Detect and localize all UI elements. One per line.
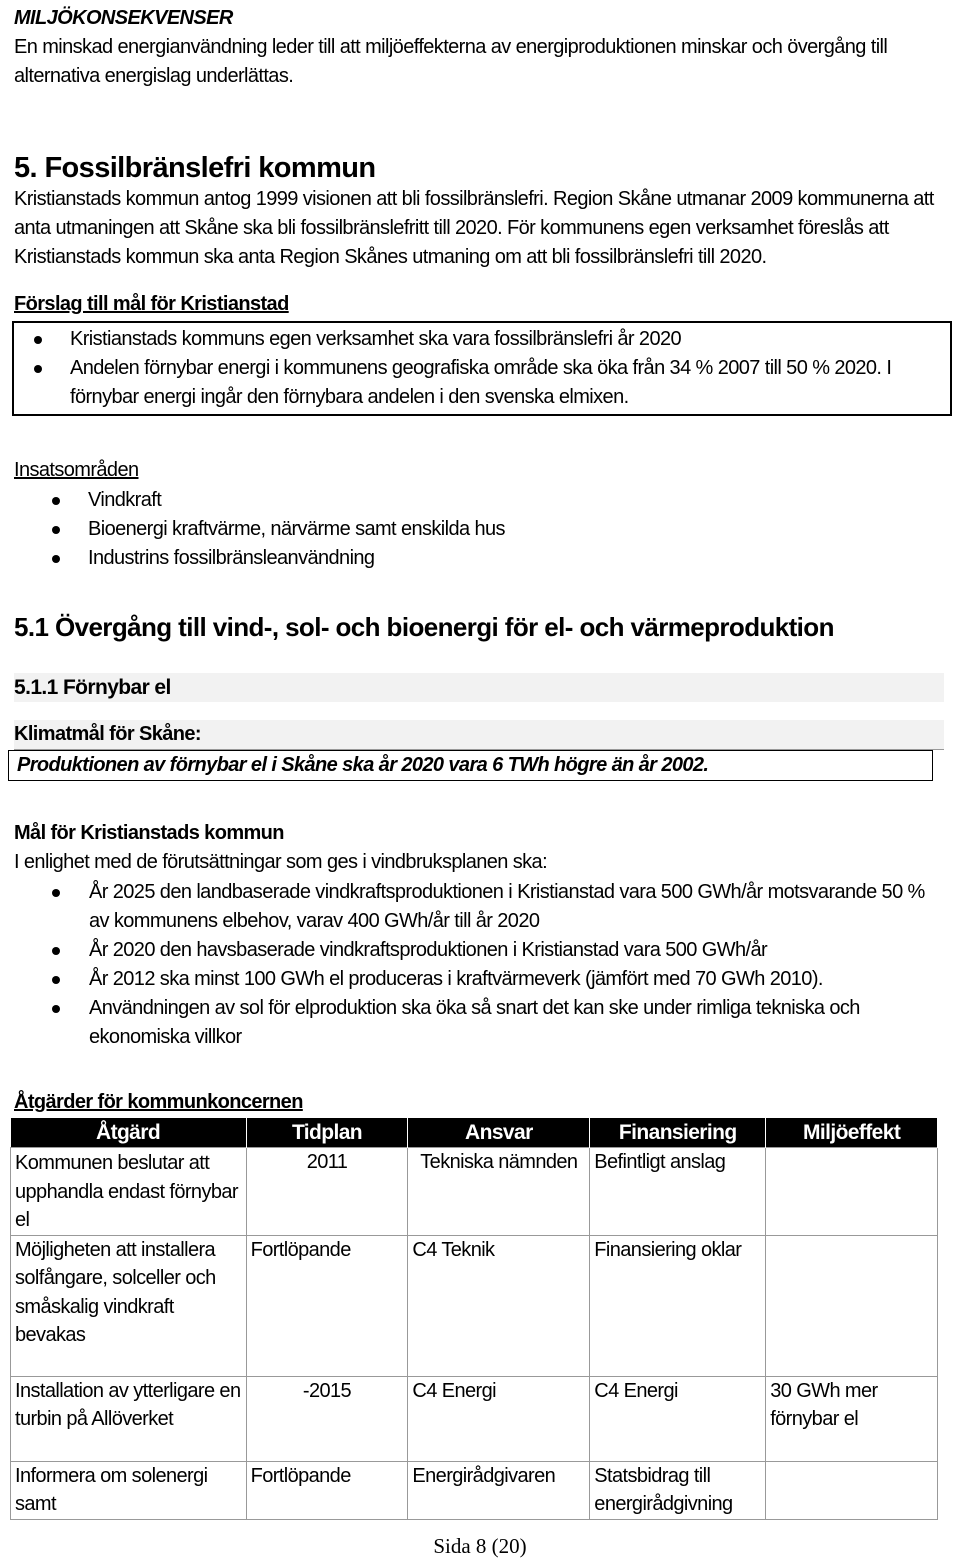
table-cell: Fortlöpande — [246, 1235, 408, 1376]
list-item: År 2020 den havsbaserade vindkraftsproduktionen i Kristianstad vara 500 GWh/år — [14, 936, 944, 965]
list-item: Vindkraft — [14, 486, 944, 515]
areas-list — [14, 486, 944, 573]
table-cell: 30 GWh mer förnybar el — [766, 1376, 938, 1461]
table-row — [11, 1461, 938, 1519]
table-cell: Energirådgivaren — [408, 1461, 590, 1519]
env-text: En minskad energianvändning leder till att miljöeffekterna av energiproduktionen minskar och övergång till alternativa energislag underlättas. — [14, 36, 888, 87]
table-row — [11, 1235, 938, 1376]
table-cell: Installation av ytterligare en turbin på Allöverket — [11, 1376, 247, 1461]
list-item: Andelen förnybar energi i kommunens geografiska område ska öka från 34 % 2007 till 50 % 2020. I förnybar energi ingår den förnybara andelen i den svenska elmixen. — [14, 354, 950, 412]
table-cell: -2015 — [246, 1376, 408, 1461]
header-cell-ansvar: Ansvar — [408, 1118, 590, 1148]
table-cell — [766, 1148, 938, 1236]
list-item: Bioenergi kraftvärme, närvärme samt enskilda hus — [14, 515, 944, 544]
areas-heading: Insatsområden — [14, 459, 139, 481]
climate-goal-text: Produktionen av förnybar el i Skåne ska år 2020 vara 6 TWh högre än år 2002. — [17, 754, 709, 776]
page-footer: Sida 8 (20) — [433, 1534, 527, 1558]
list-item: Användningen av sol för elproduktion ska öka så snart det kan ske under rimliga tekniska och ekonomiska villkor — [14, 994, 944, 1052]
table-cell: C4 Teknik — [408, 1235, 590, 1376]
table-cell: C4 Energi — [590, 1376, 766, 1461]
table-cell: Statsbidrag till energirådgivning — [590, 1461, 766, 1519]
goal-list — [14, 878, 944, 1052]
goal-heading: Mål för Kristianstads kommun — [14, 822, 284, 844]
proposal-box — [12, 321, 952, 416]
actions-table — [10, 1118, 938, 1520]
table-cell — [766, 1461, 938, 1519]
goal-intro: I enlighet med de förutsättningar som ges i vindbruksplanen ska: — [14, 851, 548, 873]
table-cell: Tekniska nämnden — [408, 1148, 590, 1236]
table-row — [11, 1376, 938, 1461]
climate-goal-block — [14, 720, 944, 781]
subsubsection-title: 5.1.1 Förnybar el — [14, 673, 944, 702]
table-row — [11, 1148, 938, 1236]
table-header-row — [11, 1118, 938, 1148]
table-cell: Finansiering oklar — [590, 1235, 766, 1376]
table-cell: Informera om solenergi samt — [11, 1461, 247, 1519]
actions-heading: Åtgärder för kommunkoncernen — [14, 1091, 303, 1113]
header-cell-atgard: Åtgärd — [11, 1118, 247, 1148]
climate-goal — [8, 750, 933, 781]
env-heading: MILJÖKONSEKVENSER — [14, 7, 233, 29]
section-title: 5. Fossilbränslefri kommun — [14, 152, 376, 184]
section-intro: Kristianstads kommun antog 1999 visionen att bli fossilbränslefri. Region Skåne utmanar 2009 kommunerna att anta utmaningen att Skåne ska bli fossilbränslefritt till 2020. För kommunens egen verksamhet föreslås att Kristianstads kommun ska anta Region Skånes utmaning om att bli fossilbränslefri till 2020. — [14, 188, 934, 268]
table-cell: 2011 — [246, 1148, 408, 1236]
table-cell: C4 Energi — [408, 1376, 590, 1461]
table-cell: Fortlöpande — [246, 1461, 408, 1519]
list-item: År 2012 ska minst 100 GWh el produceras i kraftvärmeverk (jämfört med 70 GWh 2010). — [14, 965, 944, 994]
table-cell: Möjligheten att installera solfångare, solceller och småskalig vindkraft bevakas — [11, 1235, 247, 1376]
header-cell-finansiering: Finansiering — [590, 1118, 766, 1148]
header-cell-miljoeffekt: Miljöeffekt — [766, 1118, 938, 1148]
table-cell: Kommunen beslutar att upphandla endast förnybar el — [11, 1148, 247, 1236]
list-item: Industrins fossilbränsleanvändning — [14, 544, 944, 573]
table-cell — [766, 1235, 938, 1376]
table-cell: Befintligt anslag — [590, 1148, 766, 1236]
list-item: Kristianstads kommuns egen verksamhet ska vara fossilbränslefri år 2020 — [14, 325, 950, 354]
header-cell-tidplan: Tidplan — [246, 1118, 408, 1148]
document-page — [14, 0, 944, 1520]
climate-label: Klimatmål för Skåne: — [14, 720, 944, 750]
list-item: År 2025 den landbaserade vindkraftsproduktionen i Kristianstad vara 500 GWh/år motsvarande 50 % av kommunens elbehov, varav 400 GWh/år till år 2020 — [14, 878, 944, 936]
subsection-title: 5.1 Övergång till vind-, sol- och bioenergi för el- och värmeproduktion — [14, 612, 834, 642]
proposal-heading: Förslag till mål för Kristianstad — [14, 293, 289, 315]
